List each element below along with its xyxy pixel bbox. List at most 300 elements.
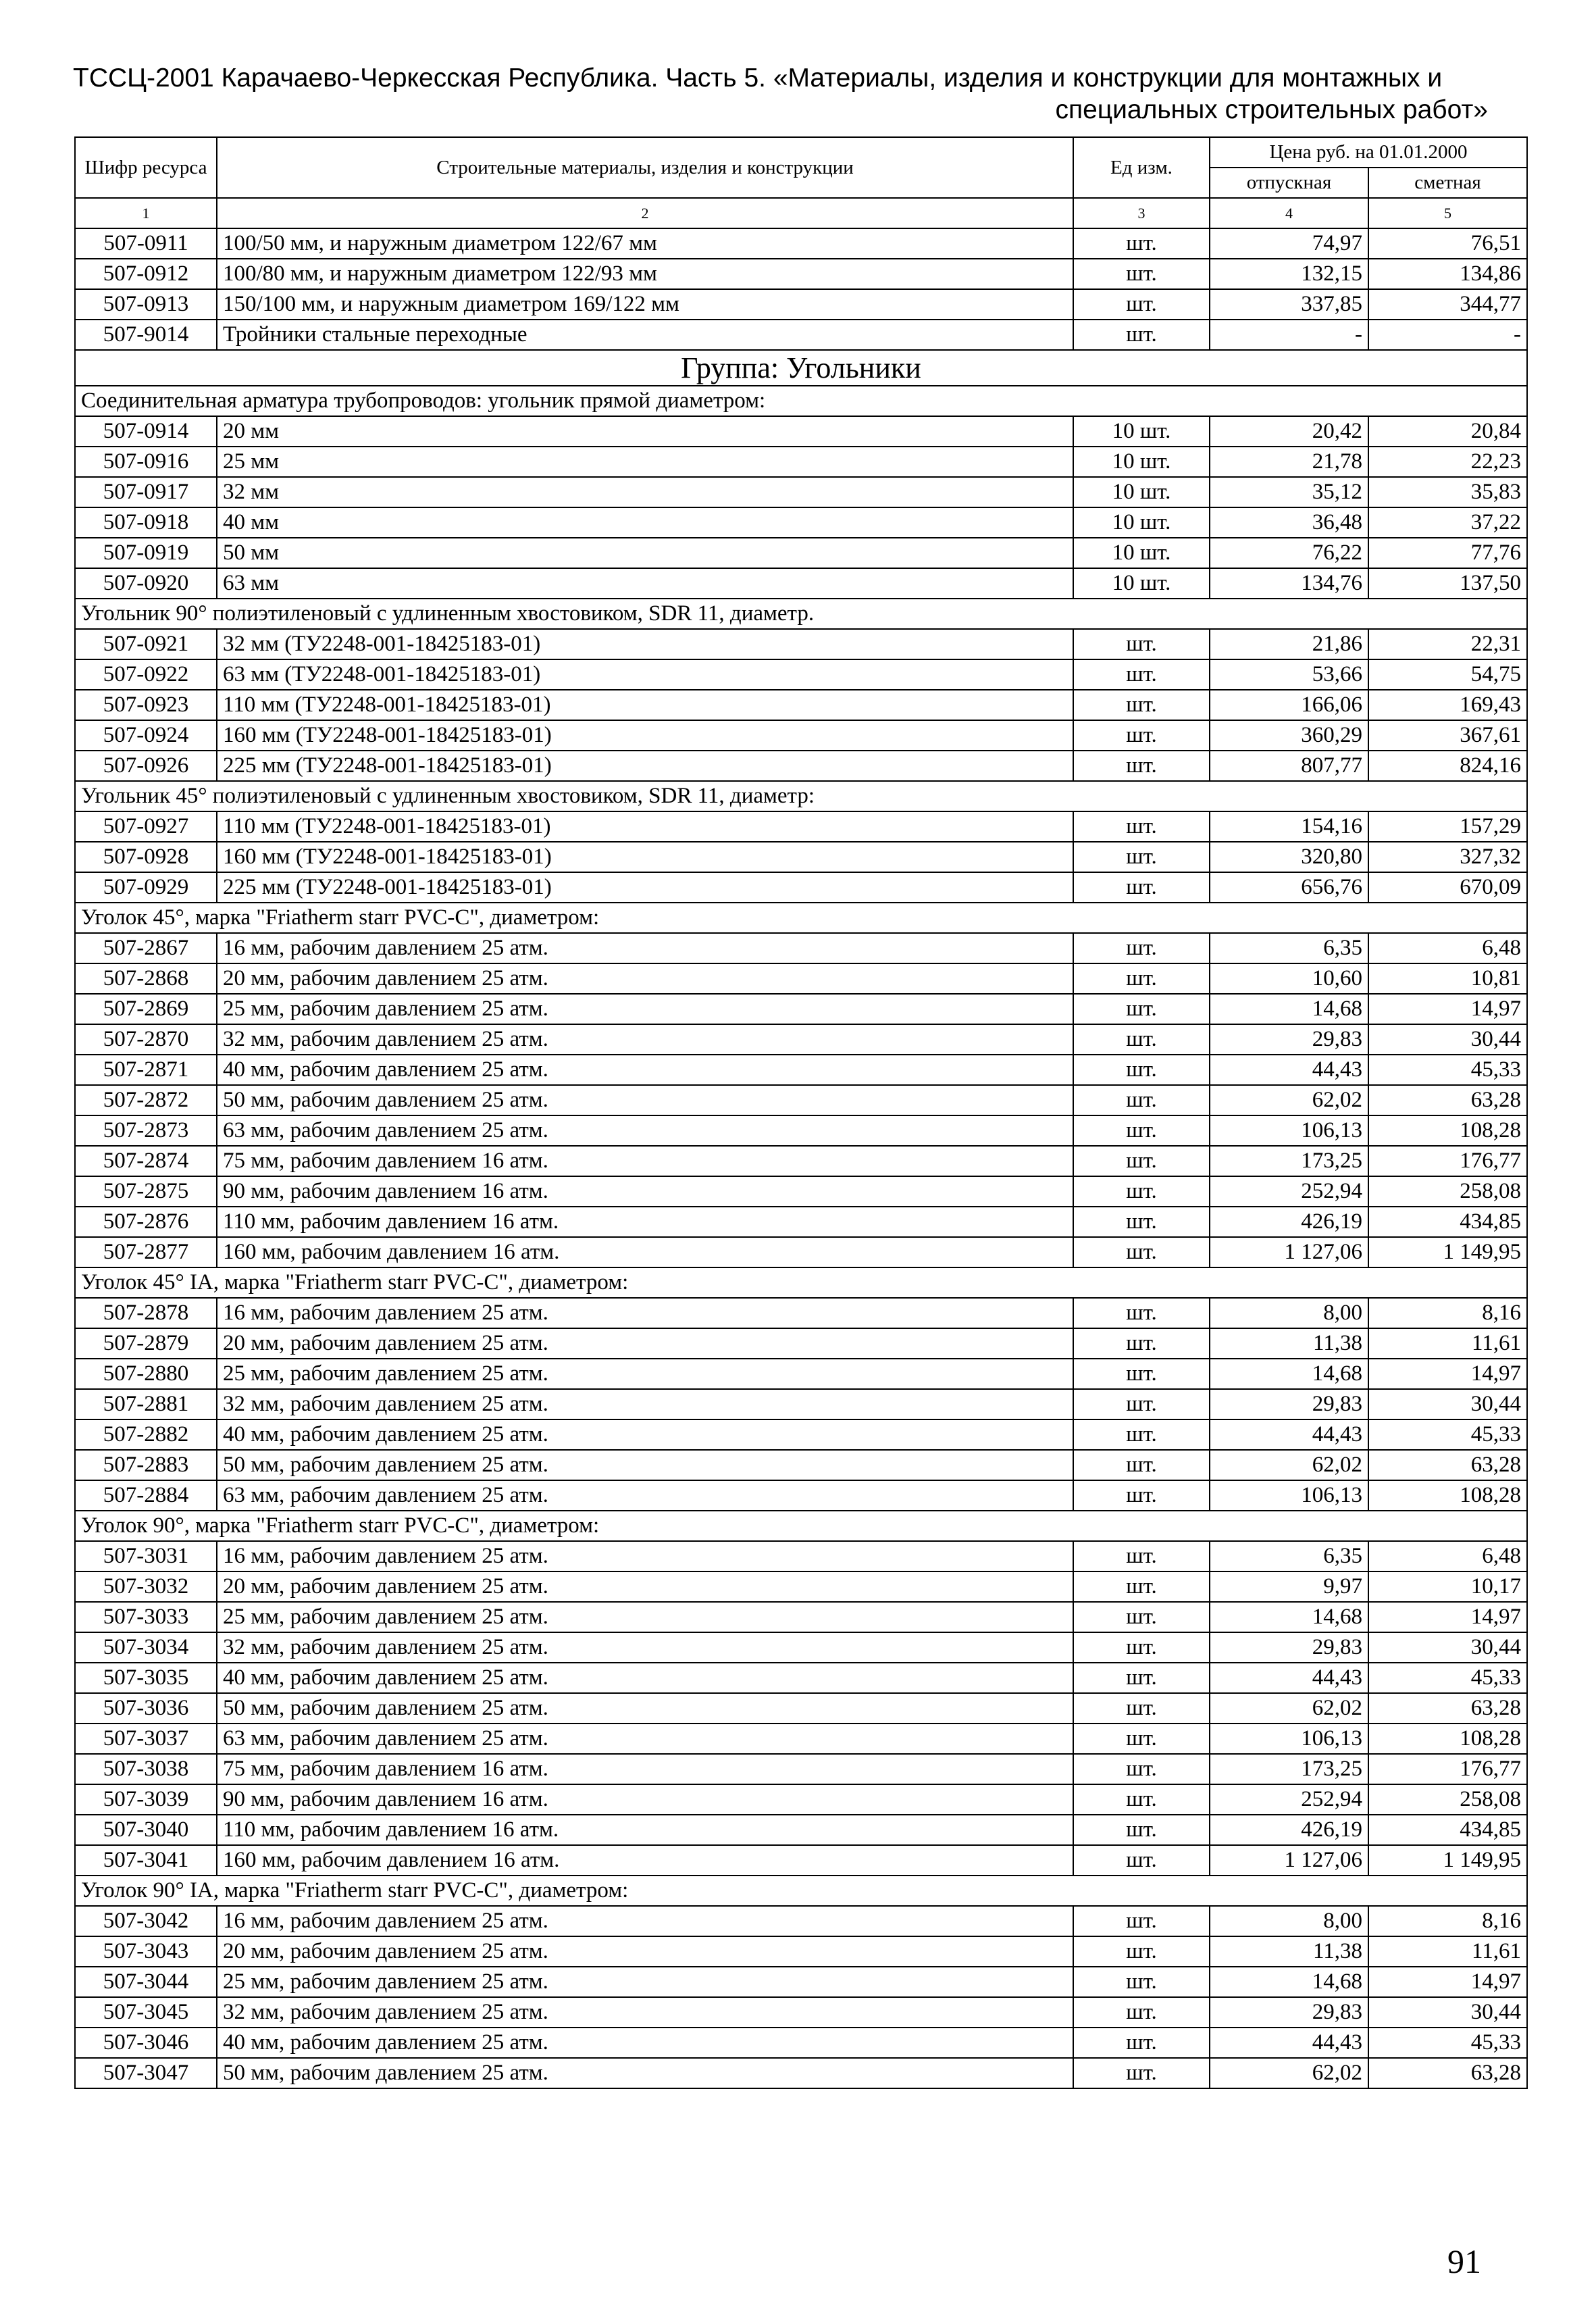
resource-code: 507-3042 [75,1906,217,1936]
price-release: 320,80 [1210,842,1368,872]
table-row [75,1024,1527,1055]
resource-code: 507-3046 [75,2028,217,2058]
price-estimate: 14,97 [1368,1967,1527,1997]
price-estimate: 45,33 [1368,1419,1527,1450]
price-release: 21,78 [1210,447,1368,477]
resource-code: 507-0913 [75,289,217,320]
price-estimate: 258,08 [1368,1176,1527,1207]
price-release: 106,13 [1210,1480,1368,1511]
unit-of-measure: шт. [1073,1024,1210,1055]
table-row [75,1207,1527,1237]
price-estimate: 30,44 [1368,1632,1527,1663]
price-estimate: 22,31 [1368,629,1527,659]
resource-code: 507-2872 [75,1085,217,1115]
header-price: Цена руб. на 01.01.2000 [1210,137,1527,168]
material-name: 63 мм, рабочим давлением 25 атм. [217,1115,1073,1146]
table-row [75,320,1527,350]
price-release: 166,06 [1210,690,1368,720]
material-name: 110 мм, рабочим давлением 16 атм. [217,1207,1073,1237]
price-estimate: 10,17 [1368,1571,1527,1602]
price-release: 106,13 [1210,1115,1368,1146]
resource-code: 507-2874 [75,1146,217,1176]
material-name: 25 мм, рабочим давлением 25 атм. [217,994,1073,1024]
table-row [75,477,1527,507]
price-release: 53,66 [1210,659,1368,690]
material-name: 100/50 мм, и наружным диаметром 122/67 мм [217,228,1073,259]
unit-of-measure: 10 шт. [1073,507,1210,538]
table-row [75,751,1527,781]
price-release: 8,00 [1210,1298,1368,1328]
price-estimate: 108,28 [1368,1724,1527,1754]
resource-code: 507-0917 [75,477,217,507]
table-row [75,1784,1527,1815]
price-estimate: 344,77 [1368,289,1527,320]
price-estimate: 157,29 [1368,811,1527,842]
price-release: 337,85 [1210,289,1368,320]
page-number: 91 [1447,2242,1481,2280]
table-row [75,1359,1527,1389]
material-name: 63 мм [217,568,1073,599]
price-release: 132,15 [1210,259,1368,289]
unit-of-measure: шт. [1073,1724,1210,1754]
material-name: 75 мм, рабочим давлением 16 атм. [217,1146,1073,1176]
resource-code: 507-0922 [75,659,217,690]
price-estimate: 327,32 [1368,842,1527,872]
price-release: 8,00 [1210,1906,1368,1936]
resource-code: 507-0918 [75,507,217,538]
unit-of-measure: шт. [1073,2028,1210,2058]
subgroup-heading-row [75,599,1527,629]
price-estimate: 8,16 [1368,1298,1527,1328]
subgroup-title: Уголок 90° IA, марка "Friatherm starr PVC-C", диаметром: [75,1876,1527,1906]
table-row [75,1724,1527,1754]
table-row [75,1632,1527,1663]
material-name: 32 мм (ТУ2248-001-18425183-01) [217,629,1073,659]
price-release: 44,43 [1210,2028,1368,2058]
price-release: 14,68 [1210,1359,1368,1389]
price-estimate: 8,16 [1368,1906,1527,1936]
resource-code: 507-0911 [75,228,217,259]
table-row [75,1146,1527,1176]
resource-code: 507-2880 [75,1359,217,1389]
resource-code: 507-2884 [75,1480,217,1511]
subgroup-heading-row [75,903,1527,933]
table-row [75,1997,1527,2028]
unit-of-measure: шт. [1073,1906,1210,1936]
unit-of-measure: шт. [1073,720,1210,751]
price-release: 11,38 [1210,1936,1368,1967]
price-estimate: 45,33 [1368,1055,1527,1085]
price-estimate: 176,77 [1368,1146,1527,1176]
table-row [75,659,1527,690]
resource-code: 507-0912 [75,259,217,289]
table-row [75,2058,1527,2088]
material-name: 20 мм [217,416,1073,447]
resource-code: 507-3037 [75,1724,217,1754]
unit-of-measure: 10 шт. [1073,447,1210,477]
resource-code: 507-9014 [75,320,217,350]
unit-of-measure: шт. [1073,1359,1210,1389]
resource-code: 507-3045 [75,1997,217,2028]
material-name: 20 мм, рабочим давлением 25 атм. [217,1328,1073,1359]
material-name: 32 мм, рабочим давлением 25 атм. [217,1389,1073,1419]
material-name: 16 мм, рабочим давлением 25 атм. [217,1298,1073,1328]
resource-code: 507-2875 [75,1176,217,1207]
resource-code: 507-3038 [75,1754,217,1784]
material-name: 40 мм, рабочим давлением 25 атм. [217,2028,1073,2058]
price-estimate: 670,09 [1368,872,1527,903]
price-release: 426,19 [1210,1815,1368,1845]
price-estimate: 77,76 [1368,538,1527,568]
price-release: 252,94 [1210,1784,1368,1815]
unit-of-measure: шт. [1073,963,1210,994]
material-name: 50 мм, рабочим давлением 25 атм. [217,1085,1073,1115]
unit-of-measure: шт. [1073,1936,1210,1967]
price-estimate: - [1368,320,1527,350]
price-release: 35,12 [1210,477,1368,507]
subgroup-heading-row [75,1511,1527,1541]
resource-code: 507-0926 [75,751,217,781]
resource-code: 507-2871 [75,1055,217,1085]
material-name: 16 мм, рабочим давлением 25 атм. [217,933,1073,963]
column-number: 1 [75,198,217,228]
table-row [75,447,1527,477]
material-name: 150/100 мм, и наружным диаметром 169/122 мм [217,289,1073,320]
table-row [75,690,1527,720]
material-name: 225 мм (ТУ2248-001-18425183-01) [217,751,1073,781]
resource-code: 507-0928 [75,842,217,872]
resource-code: 507-2873 [75,1115,217,1146]
price-release: 360,29 [1210,720,1368,751]
title-line-2: специальных строительных работ» [1055,95,1488,124]
price-estimate: 37,22 [1368,507,1527,538]
unit-of-measure: шт. [1073,1055,1210,1085]
resource-code: 507-0927 [75,811,217,842]
price-release: 29,83 [1210,1389,1368,1419]
material-name: 160 мм (ТУ2248-001-18425183-01) [217,842,1073,872]
resource-code: 507-0919 [75,538,217,568]
price-estimate: 137,50 [1368,568,1527,599]
subgroup-heading-row [75,1876,1527,1906]
price-release: 44,43 [1210,1663,1368,1693]
price-release: 807,77 [1210,751,1368,781]
unit-of-measure: 10 шт. [1073,477,1210,507]
table-row [75,963,1527,994]
price-release: 656,76 [1210,872,1368,903]
table-row [75,994,1527,1024]
table-row [75,289,1527,320]
column-number: 3 [1073,198,1210,228]
unit-of-measure: шт. [1073,690,1210,720]
resource-code: 507-3036 [75,1693,217,1724]
material-name: 50 мм, рабочим давлением 25 атм. [217,2058,1073,2088]
material-name: 32 мм, рабочим давлением 25 атм. [217,1997,1073,2028]
resource-code: 507-2870 [75,1024,217,1055]
price-estimate: 22,23 [1368,447,1527,477]
resource-code: 507-2883 [75,1450,217,1480]
table-row [75,1115,1527,1146]
material-name: 225 мм (ТУ2248-001-18425183-01) [217,872,1073,903]
price-estimate: 6,48 [1368,1541,1527,1571]
table-row [75,1237,1527,1267]
unit-of-measure: шт. [1073,1419,1210,1450]
material-name: 50 мм, рабочим давлением 25 атм. [217,1450,1073,1480]
material-name: 40 мм [217,507,1073,538]
table-row [75,1298,1527,1328]
group-heading-row [75,350,1527,386]
material-name: 63 мм, рабочим давлением 25 атм. [217,1480,1073,1511]
material-name: 90 мм, рабочим давлением 16 атм. [217,1784,1073,1815]
price-release: 29,83 [1210,1024,1368,1055]
price-release: 29,83 [1210,1997,1368,2028]
table-row [75,538,1527,568]
price-estimate: 45,33 [1368,2028,1527,2058]
unit-of-measure: шт. [1073,1389,1210,1419]
header-unit: Ед изм. [1073,137,1210,198]
table-row [75,507,1527,538]
resource-code: 507-2882 [75,1419,217,1450]
resource-code: 507-2878 [75,1298,217,1328]
price-estimate: 434,85 [1368,1815,1527,1845]
unit-of-measure: шт. [1073,1207,1210,1237]
price-estimate: 63,28 [1368,1085,1527,1115]
price-estimate: 20,84 [1368,416,1527,447]
price-estimate: 63,28 [1368,2058,1527,2088]
subgroup-title: Уголок 90°, марка "Friatherm starr PVC-C", диаметром: [75,1511,1527,1541]
material-name: 25 мм [217,447,1073,477]
subgroup-title: Уголок 45° IA, марка "Friatherm starr PVC-C", диаметром: [75,1267,1527,1298]
subgroup-heading-row [75,1267,1527,1298]
price-estimate: 11,61 [1368,1936,1527,1967]
table-row [75,568,1527,599]
price-release: 173,25 [1210,1146,1368,1176]
price-estimate: 63,28 [1368,1450,1527,1480]
price-release: 154,16 [1210,811,1368,842]
price-release: 36,48 [1210,507,1368,538]
unit-of-measure: шт. [1073,811,1210,842]
table-row [75,842,1527,872]
resource-code: 507-3047 [75,2058,217,2088]
price-release: 134,76 [1210,568,1368,599]
price-estimate: 30,44 [1368,1389,1527,1419]
table-row [75,720,1527,751]
price-table-header [75,137,1527,228]
subgroup-heading-row [75,781,1527,811]
resource-code: 507-2879 [75,1328,217,1359]
table-row [75,629,1527,659]
column-number: 4 [1210,198,1368,228]
resource-code: 507-2867 [75,933,217,963]
header-price-release: отпускная [1210,168,1368,198]
column-number: 5 [1368,198,1527,228]
unit-of-measure: шт. [1073,1480,1210,1511]
material-name: 20 мм, рабочим давлением 25 атм. [217,1936,1073,1967]
price-release: 62,02 [1210,1450,1368,1480]
unit-of-measure: шт. [1073,1663,1210,1693]
material-name: 25 мм, рабочим давлением 25 атм. [217,1967,1073,1997]
price-release: 20,42 [1210,416,1368,447]
table-row [75,228,1527,259]
table-row [75,1693,1527,1724]
table-row [75,1815,1527,1845]
material-name: 160 мм, рабочим давлением 16 атм. [217,1845,1073,1876]
price-estimate: 63,28 [1368,1693,1527,1724]
material-name: 32 мм, рабочим давлением 25 атм. [217,1024,1073,1055]
price-estimate: 434,85 [1368,1207,1527,1237]
column-number: 2 [217,198,1073,228]
price-release: 11,38 [1210,1328,1368,1359]
price-release: 76,22 [1210,538,1368,568]
price-release: 62,02 [1210,1085,1368,1115]
price-release: 14,68 [1210,1967,1368,1997]
table-row [75,259,1527,289]
price-estimate: 30,44 [1368,1024,1527,1055]
price-release: 44,43 [1210,1419,1368,1450]
price-release: 74,97 [1210,228,1368,259]
title-line-1: ТССЦ-2001 Карачаево-Черкесская Республика. Часть 5. «Материалы, изделия и конструкции для монтажных и [73,64,1443,93]
price-release: 21,86 [1210,629,1368,659]
unit-of-measure: шт. [1073,629,1210,659]
table-row [75,872,1527,903]
material-name: 100/80 мм, и наружным диаметром 122/93 мм [217,259,1073,289]
price-release: 9,97 [1210,1571,1368,1602]
table-row [75,1571,1527,1602]
price-estimate: 134,86 [1368,259,1527,289]
unit-of-measure: шт. [1073,1541,1210,1571]
price-estimate: 14,97 [1368,1359,1527,1389]
table-row [75,1967,1527,1997]
subgroup-title: Угольник 45° полиэтиленовый с удлиненным хвостовиком, SDR 11, диаметр: [75,781,1527,811]
resource-code: 507-2868 [75,963,217,994]
material-name: 32 мм, рабочим давлением 25 атм. [217,1632,1073,1663]
price-estimate: 108,28 [1368,1480,1527,1511]
material-name: 16 мм, рабочим давлением 25 атм. [217,1906,1073,1936]
price-table-body [75,228,1527,2088]
resource-code: 507-3041 [75,1845,217,1876]
price-estimate: 6,48 [1368,933,1527,963]
unit-of-measure: шт. [1073,320,1210,350]
material-name: 16 мм, рабочим давлением 25 атм. [217,1541,1073,1571]
resource-code: 507-2877 [75,1237,217,1267]
table-row [75,1936,1527,1967]
table-row [75,1663,1527,1693]
material-name: 110 мм (ТУ2248-001-18425183-01) [217,690,1073,720]
material-name: 63 мм (ТУ2248-001-18425183-01) [217,659,1073,690]
price-estimate: 14,97 [1368,994,1527,1024]
unit-of-measure: шт. [1073,1146,1210,1176]
unit-of-measure: шт. [1073,872,1210,903]
price-estimate: 108,28 [1368,1115,1527,1146]
price-release: 44,43 [1210,1055,1368,1085]
table-row [75,1450,1527,1480]
table-row [75,1176,1527,1207]
header-code: Шифр ресурса [75,137,217,198]
material-name: 40 мм, рабочим давлением 25 атм. [217,1055,1073,1085]
price-release: 62,02 [1210,2058,1368,2088]
resource-code: 507-0920 [75,568,217,599]
resource-code: 507-0923 [75,690,217,720]
price-table [74,136,1528,2089]
resource-code: 507-3040 [75,1815,217,1845]
unit-of-measure: шт. [1073,259,1210,289]
unit-of-measure: шт. [1073,842,1210,872]
table-row [75,1055,1527,1085]
price-estimate: 45,33 [1368,1663,1527,1693]
price-estimate: 76,51 [1368,228,1527,259]
table-row [75,1754,1527,1784]
unit-of-measure: 10 шт. [1073,568,1210,599]
material-name: 63 мм, рабочим давлением 25 атм. [217,1724,1073,1754]
unit-of-measure: шт. [1073,994,1210,1024]
unit-of-measure: шт. [1073,1571,1210,1602]
price-release: 1 127,06 [1210,1237,1368,1267]
price-estimate: 176,77 [1368,1754,1527,1784]
material-name: 40 мм, рабочим давлением 25 атм. [217,1663,1073,1693]
price-estimate: 11,61 [1368,1328,1527,1359]
resource-code: 507-3035 [75,1663,217,1693]
price-estimate: 824,16 [1368,751,1527,781]
unit-of-measure: шт. [1073,1115,1210,1146]
table-row [75,1845,1527,1876]
price-release: 14,68 [1210,1602,1368,1632]
price-estimate: 30,44 [1368,1997,1527,2028]
material-name: 75 мм, рабочим давлением 16 атм. [217,1754,1073,1784]
material-name: 25 мм, рабочим давлением 25 атм. [217,1359,1073,1389]
table-row [75,1328,1527,1359]
material-name: 110 мм, рабочим давлением 16 атм. [217,1815,1073,1845]
unit-of-measure: шт. [1073,1784,1210,1815]
unit-of-measure: 10 шт. [1073,416,1210,447]
unit-of-measure: шт. [1073,1176,1210,1207]
unit-of-measure: шт. [1073,1815,1210,1845]
price-estimate: 35,83 [1368,477,1527,507]
table-row [75,933,1527,963]
header-name: Строительные материалы, изделия и конструкции [217,137,1073,198]
table-row [75,1602,1527,1632]
price-release: 29,83 [1210,1632,1368,1663]
unit-of-measure: шт. [1073,1328,1210,1359]
resource-code: 507-3039 [75,1784,217,1815]
material-name: 50 мм [217,538,1073,568]
resource-code: 507-2876 [75,1207,217,1237]
material-name: 160 мм (ТУ2248-001-18425183-01) [217,720,1073,751]
price-estimate: 10,81 [1368,963,1527,994]
table-row [75,1419,1527,1450]
resource-code: 507-2869 [75,994,217,1024]
price-estimate: 169,43 [1368,690,1527,720]
unit-of-measure: 10 шт. [1073,538,1210,568]
table-row [75,1480,1527,1511]
price-release: - [1210,320,1368,350]
material-name: 160 мм, рабочим давлением 16 атм. [217,1237,1073,1267]
material-name: Тройники стальные переходные [217,320,1073,350]
price-release: 1 127,06 [1210,1845,1368,1876]
unit-of-measure: шт. [1073,289,1210,320]
price-estimate: 54,75 [1368,659,1527,690]
unit-of-measure: шт. [1073,1632,1210,1663]
resource-code: 507-0929 [75,872,217,903]
unit-of-measure: шт. [1073,933,1210,963]
table-row [75,1906,1527,1936]
document-title [73,62,1488,126]
price-release: 62,02 [1210,1693,1368,1724]
table-row [75,1389,1527,1419]
unit-of-measure: шт. [1073,2058,1210,2088]
unit-of-measure: шт. [1073,1450,1210,1480]
resource-code: 507-3032 [75,1571,217,1602]
material-name: 110 мм (ТУ2248-001-18425183-01) [217,811,1073,842]
price-release: 10,60 [1210,963,1368,994]
